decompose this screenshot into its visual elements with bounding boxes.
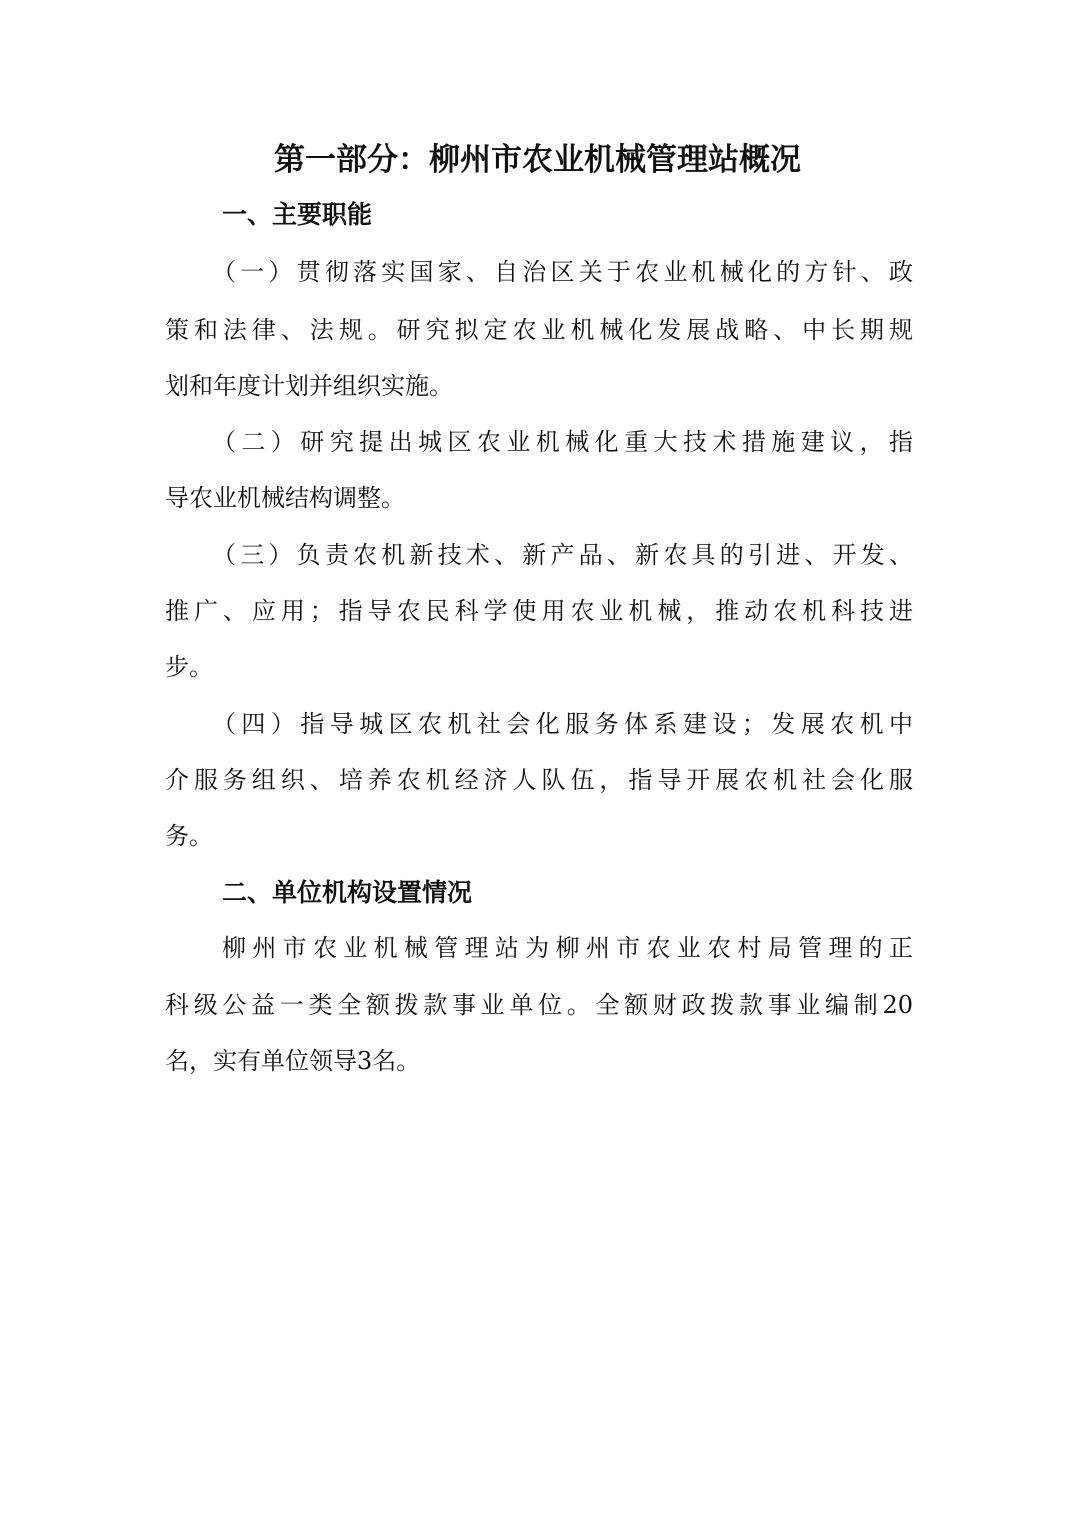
paragraph-line: 柳州市农业机械管理站为柳州市农业农村局管理的正: [222, 934, 913, 962]
page-title: 第一部分：柳州市农业机械管理站概况: [274, 142, 801, 178]
paragraph-line: （四）指导城区农机社会化服务体系建设；发展农机中: [212, 710, 913, 738]
paragraph-line: （三）负责农机新技术、新产品、新农具的引进、开发、: [212, 541, 913, 569]
paragraph-line: 划和年度计划并组织实施。: [165, 372, 453, 400]
paragraph-line: 介服务组织、培养农机经济人队伍，指导开展农机社会化服: [165, 766, 913, 794]
paragraph-line: 名，实有单位领导3名。: [165, 1047, 421, 1075]
paragraph-line: 策和法律、法规。研究拟定农业机械化发展战略、中长期规: [165, 316, 913, 344]
paragraph-line: 导农业机械结构调整。: [165, 484, 405, 512]
section-heading-organization: 二、单位机构设置情况: [222, 878, 473, 907]
section-heading-main-functions: 一、主要职能: [222, 200, 373, 229]
paragraph-line: 步。: [165, 653, 213, 681]
paragraph-line: 务。: [165, 822, 213, 850]
paragraph-line: 科级公益一类全额拨款事业单位。全额财政拨款事业编制20: [165, 991, 913, 1019]
paragraph-line: （二）研究提出城区农业机械化重大技术措施建议，指: [212, 428, 913, 456]
paragraph-line: 推广、应用；指导农民科学使用农业机械，推动农机科技进: [165, 597, 913, 625]
paragraph-line: （一）贯彻落实国家、自治区关于农业机械化的方针、政: [212, 258, 913, 286]
